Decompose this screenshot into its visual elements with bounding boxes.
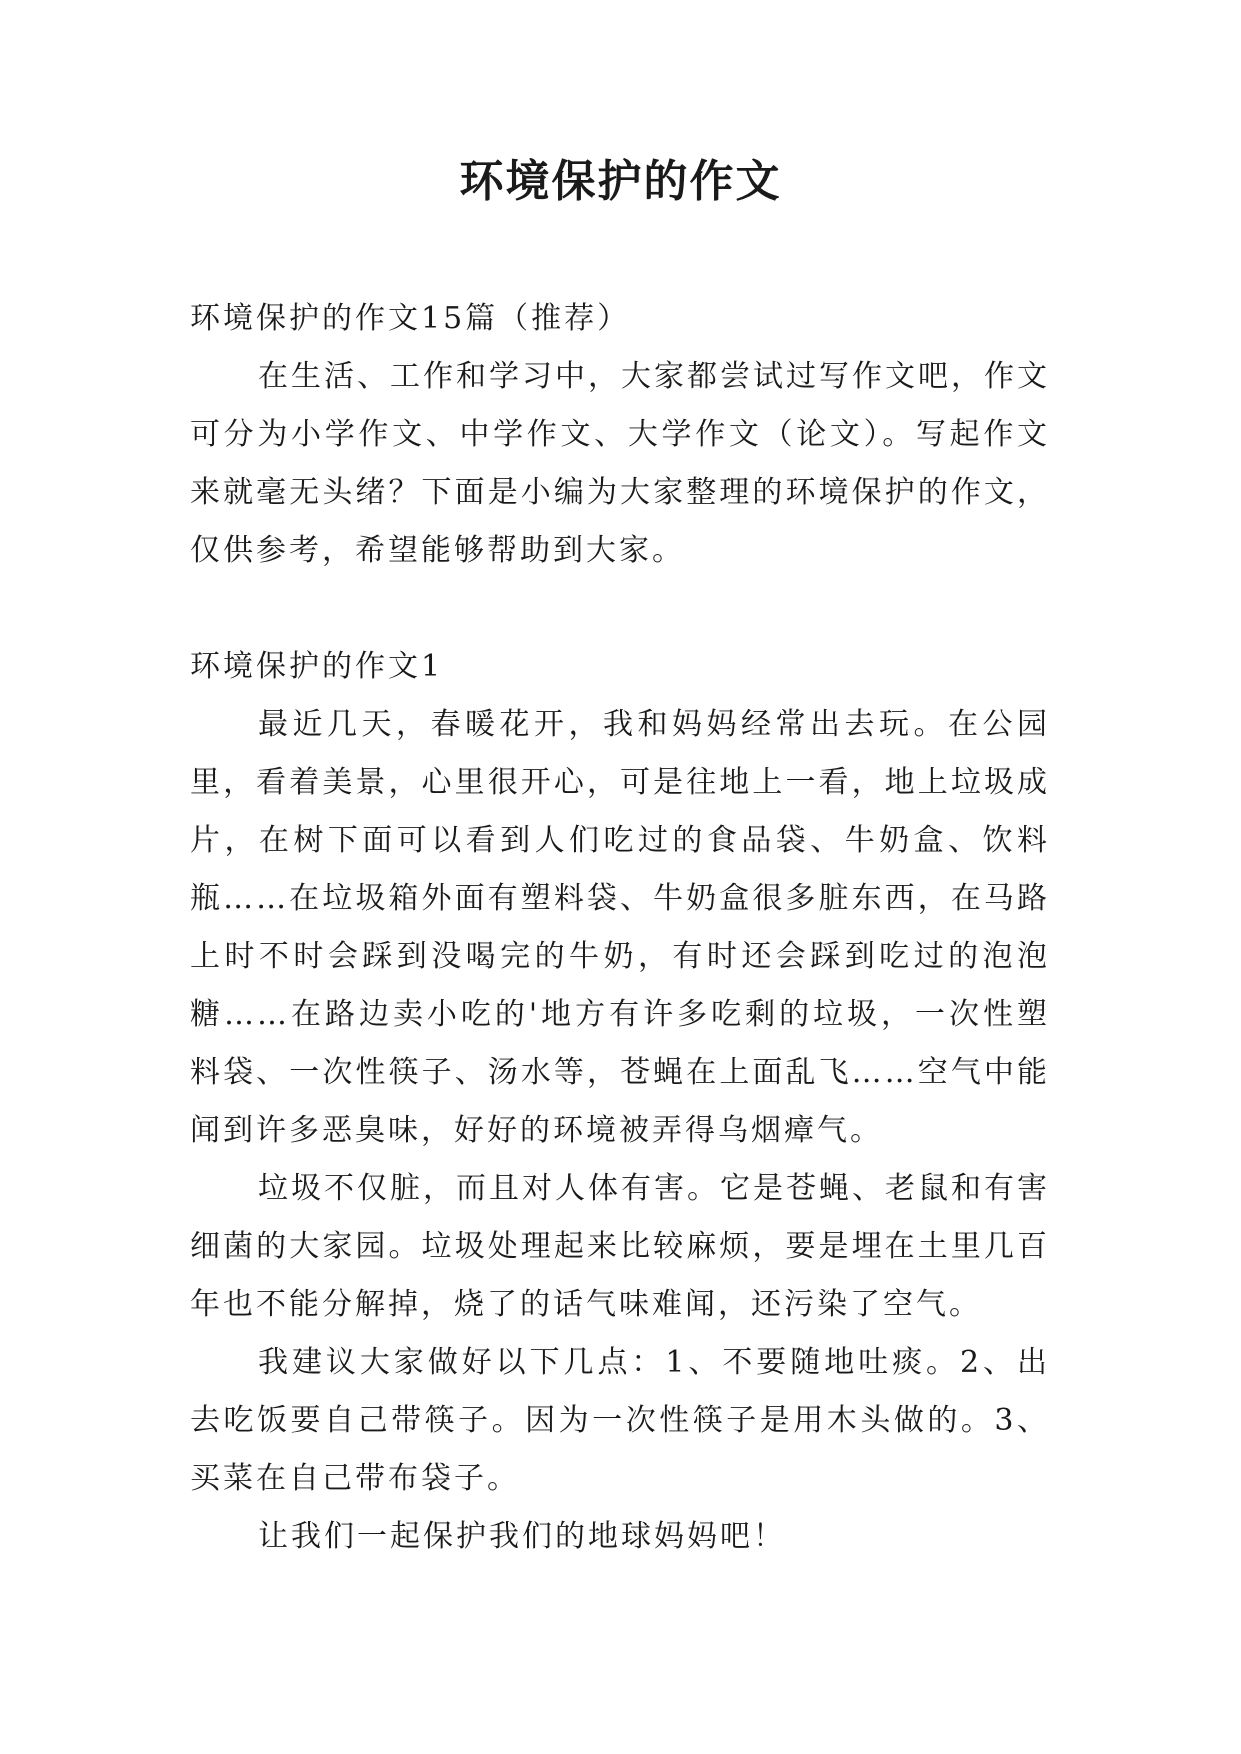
document-title: 环境保护的作文 <box>459 156 782 207</box>
document-body <box>190 290 1050 1566</box>
essay-paragraph: 最近几天，春暖花开，我和妈妈经常出去玩。在公园里，看着美景，心里很开心，可是往地上一看，地上垃圾成片，在树下面可以看到人们吃过的食品袋、牛奶盒、饮料瓶……在垃圾箱外面有塑料袋、牛奶盒很多脏东西，在马路上时不时会踩到没喝完的牛奶，有时还会踩到吃过的泡泡糖……在路边卖小吃的'地方有许多吃剩的垃圾，一次性塑料袋、一次性筷子、汤水等，苍蝇在上面乱飞……空气中能闻到许多恶臭味，好好的环境被弄得乌烟瘴气。 <box>190 707 1050 1148</box>
essay-paragraph: 我建议大家做好以下几点：1、不要随地吐痰。2、出去吃饭要自己带筷子。因为一次性筷子是用木头做的。3、买菜在自己带布袋子。 <box>190 1345 1050 1496</box>
collection-heading: 环境保护的作文15篇（推荐） <box>190 301 631 336</box>
intro-paragraph: 在生活、工作和学习中，大家都尝试过写作文吧，作文可分为小学作文、中学作文、大学作文（论文）。写起作文来就毫无头绪？下面是小编为大家整理的环境保护的作文，仅供参考，希望能够帮助到大家。 <box>190 359 1050 568</box>
essay-paragraph: 让我们一起保护我们的地球妈妈吧！ <box>258 1519 786 1554</box>
essay-heading: 环境保护的作文1 <box>190 649 444 684</box>
section-spacer <box>190 580 1050 638</box>
essay-paragraph: 垃圾不仅脏，而且对人体有害。它是苍蝇、老鼠和有害细菌的大家园。垃圾处理起来比较麻烦，要是埋在土里几百年也不能分解掉，烧了的话气味难闻，还污染了空气。 <box>190 1171 1050 1322</box>
